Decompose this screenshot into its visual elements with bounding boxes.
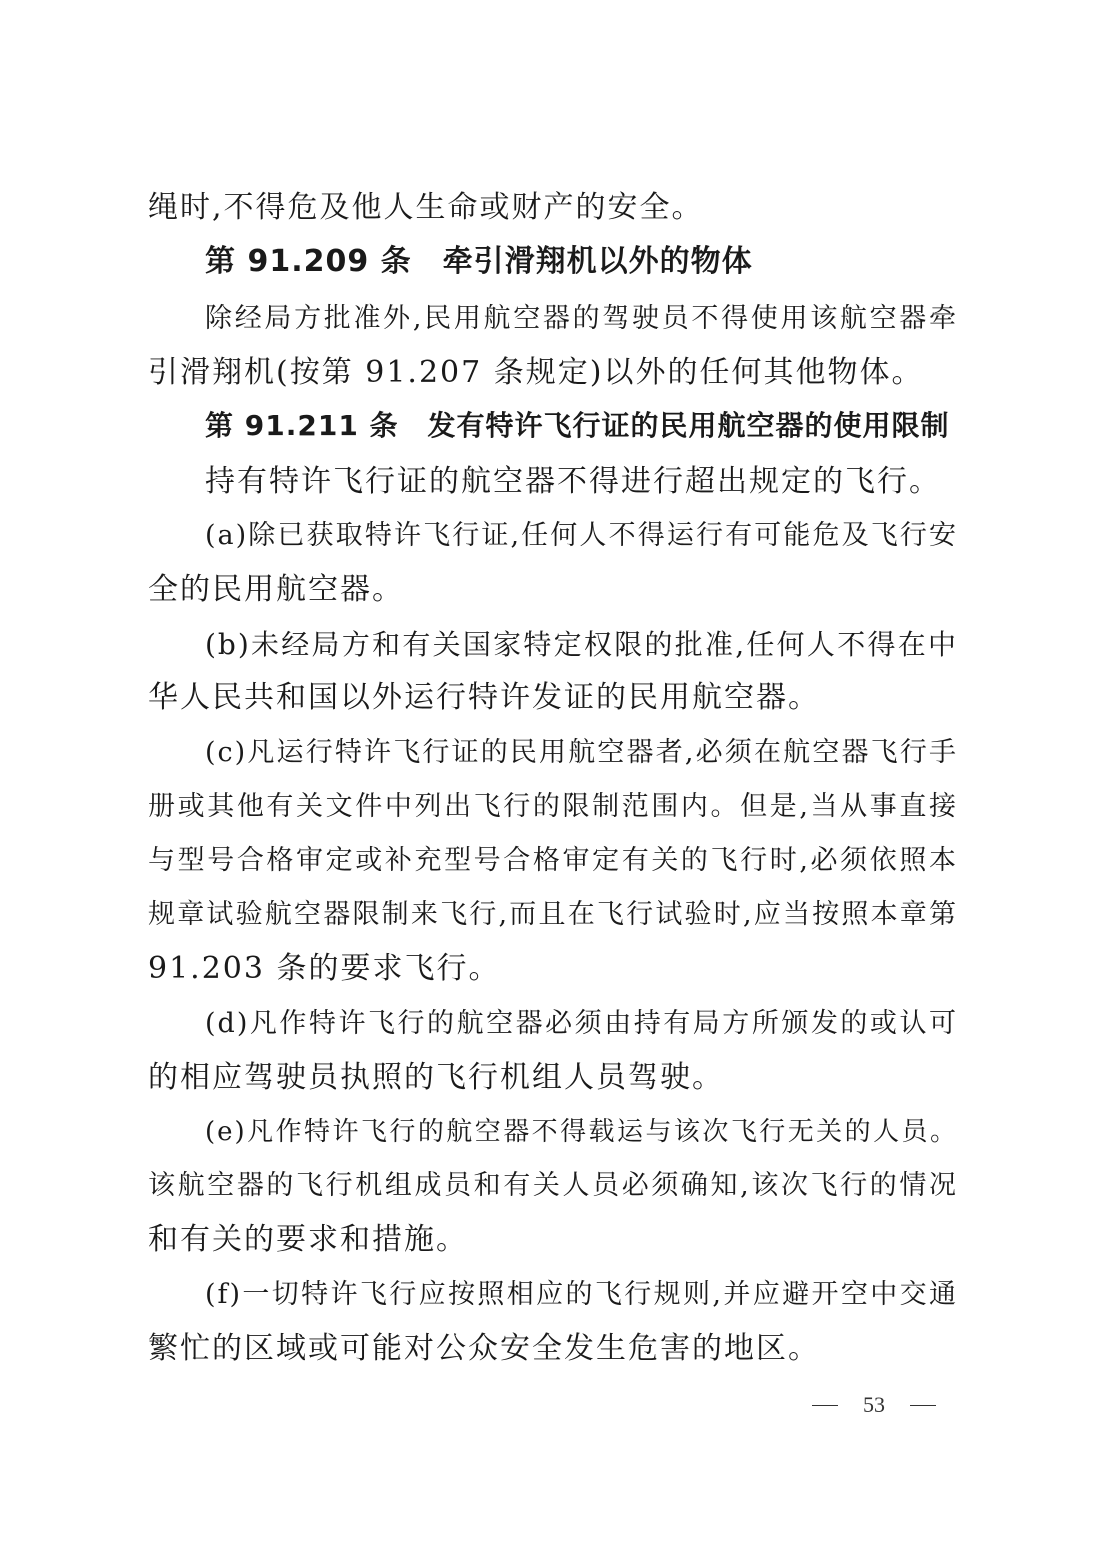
text-line: 除经局方批准外,民用航空器的驾驶员不得使用该航空器牵 — [205, 303, 958, 334]
text-line: 规章试验航空器限制来飞行,而且在飞行试验时,应当按照本章第 — [148, 899, 958, 930]
text-line: (a)除已获取特许飞行证,任何人不得运行有可能危及飞行安 — [205, 520, 958, 551]
article-heading: 第 91.211 条 发有特许飞行证的民用航空器的使用限制 — [205, 409, 950, 442]
text-line: 该航空器的飞行机组成员和有关人员必须确知,该次飞行的情况 — [148, 1170, 958, 1201]
text-line: 册或其他有关文件中列出飞行的限制范围内。但是,当从事直接 — [148, 791, 958, 822]
text-line: 91.203 条的要求飞行。 — [148, 951, 501, 986]
text-line: 全的民用航空器。 — [148, 572, 404, 607]
page-number-value: 53 — [863, 1392, 885, 1417]
text-line: (e)凡作特许飞行的航空器不得载运与该次飞行无关的人员。 — [205, 1117, 958, 1147]
text-line: 华人民共和国以外运行特许发证的民用航空器。 — [148, 680, 820, 715]
text-line: 和有关的要求和措施。 — [148, 1222, 468, 1257]
text-line: 的相应驾驶员执照的飞行机组人员驾驶。 — [148, 1060, 724, 1095]
text-line: 绳时,不得危及他人生命或财产的安全。 — [148, 190, 704, 225]
article-heading: 第 91.209 条 牵引滑翔机以外的物体 — [205, 244, 753, 279]
text-line: 引滑翔机(按第 91.207 条规定)以外的任何其他物体。 — [148, 355, 924, 390]
page-number — [812, 1388, 936, 1422]
text-line: 繁忙的区域或可能对公众安全发生危害的地区。 — [148, 1331, 820, 1366]
text-line: (f)一切特许飞行应按照相应的飞行规则,并应避开空中交通 — [205, 1279, 958, 1310]
text-line: (c)凡运行特许飞行证的民用航空器者,必须在航空器飞行手 — [205, 737, 958, 768]
page-number-left-dash — [812, 1405, 838, 1406]
page-number-right-dash — [910, 1405, 936, 1406]
text-line: 与型号合格审定或补充型号合格审定有关的飞行时,必须依照本 — [148, 845, 958, 876]
text-line: 持有特许飞行证的航空器不得进行超出规定的飞行。 — [205, 464, 941, 499]
text-line: (d)凡作特许飞行的航空器必须由持有局方所颁发的或认可 — [205, 1008, 958, 1039]
text-line: (b)未经局方和有关国家特定权限的批准,任何人不得在中 — [205, 628, 958, 661]
